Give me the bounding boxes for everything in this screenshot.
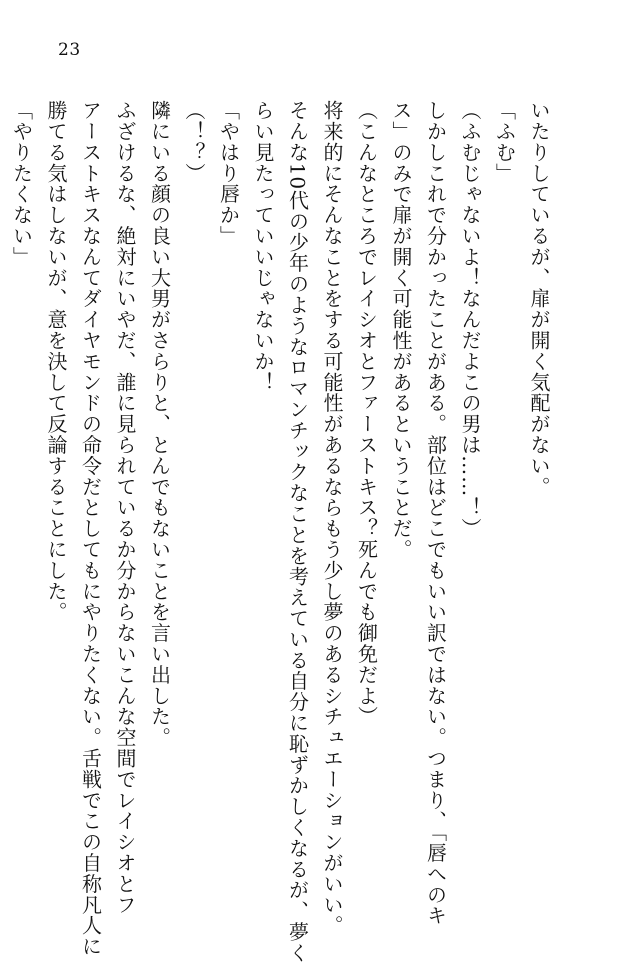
text-line: らい見たっていいじゃないか！ bbox=[251, 100, 275, 393]
text-line: 隣にいる顔の良い大男がさらりと、とんでもないことを言い出した。 bbox=[147, 100, 172, 748]
text-line: いたりしているが、扉が開く気配がない。 bbox=[527, 100, 551, 498]
text-line: 「ふむ」 bbox=[492, 100, 517, 184]
vertical-text-block bbox=[9, 100, 556, 963]
text-line: 勝てる気はしないが、意を決して反論することにした。 bbox=[44, 100, 68, 623]
text-line: ス」のみで扉が開く可能性があるということだ。 bbox=[389, 100, 413, 560]
text-line: （こんなところでレイシオとファーストキス？死んでも御免だよ） bbox=[354, 100, 379, 727]
page-number: 23 bbox=[58, 40, 81, 60]
text-line: アーストキスなんてダイヤモンドの命令だとしてもにやりたくない。舌戦でこの自称凡人に bbox=[78, 100, 103, 957]
text-line: 「やりたくない」 bbox=[9, 100, 34, 268]
text-line: そんな10代の少年のようなロマンチックなことを考えている自分に恥ずかしくなるが、夢く bbox=[285, 100, 310, 963]
text-line: ふざけるな、絶対にいやだ、誰に見られているか分からないこんな空間でレイシオとフ bbox=[113, 100, 137, 916]
text-line: 将来的にそんなことをする可能性があるならもう少し夢のあるシチュエーションがいい。 bbox=[320, 100, 344, 936]
text-line: （ふむじゃないよ！なんだよこの男は……！） bbox=[458, 100, 482, 539]
text-line: （！？） bbox=[182, 100, 206, 184]
text-line: しかしこれで分かったことがある。部位はどこでもいい訳ではない。つまり、「唇へのキ bbox=[423, 100, 448, 926]
text-line: 「やはり唇か」 bbox=[216, 100, 241, 247]
